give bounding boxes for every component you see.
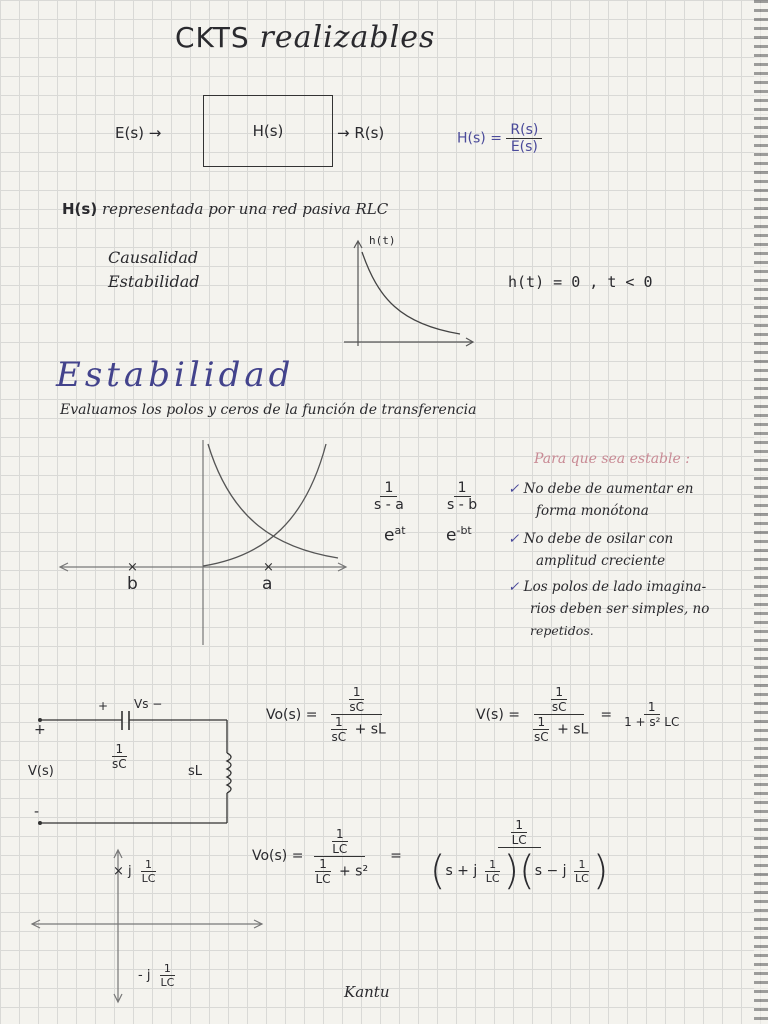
- eq1-den-a-den: sC: [331, 730, 347, 744]
- lower-pole-prefix: - j: [138, 968, 151, 983]
- frac2-den: s - b: [447, 497, 478, 513]
- estabilidad-heading: Estabilidad: [56, 355, 295, 395]
- eq3-f1-den: LC: [485, 871, 500, 885]
- source-label: V(s): [28, 764, 54, 779]
- rules-list: [508, 478, 709, 642]
- estabilidad-subtitle: Evaluamos los polos y ceros de la función de transferencia: [60, 402, 477, 418]
- pole-a-marker: ×: [263, 560, 274, 575]
- eq1-den-b: + sL: [354, 721, 386, 738]
- inductor-label: sL: [188, 764, 203, 779]
- rule-3: [508, 576, 709, 598]
- block-input: E(s) →: [115, 124, 162, 142]
- eq3-f2-den: LC: [575, 871, 589, 885]
- eq3-r-num-num: 1: [511, 818, 527, 833]
- cap-minus: −: [152, 697, 163, 711]
- eq3-r-den: (s + j $\frac{1}{LC}$ )(s − j $\frac{1}{LC}$ ): [429, 848, 609, 894]
- transfer-box-label: H(s): [252, 122, 284, 140]
- eq3-den-b: + s²: [339, 863, 369, 879]
- exp2-sup: -bt: [456, 524, 472, 537]
- rule-2-cont: amplitud creciente: [536, 553, 666, 569]
- eq2-lhs: V(s) =: [476, 706, 520, 723]
- eq2-den-b: + sL: [557, 721, 589, 738]
- rule-1-text: No debe de aumentar en: [523, 481, 694, 497]
- frac1-den: s - a: [374, 497, 404, 513]
- eq3-lhs: Vo(s) =: [252, 848, 304, 864]
- rule-2: [508, 528, 709, 550]
- exp1-sup: at: [394, 524, 406, 537]
- eq3-factor1: s + j: [445, 863, 478, 879]
- equation-vo: [266, 685, 390, 744]
- check-icon: ✓: [508, 481, 520, 497]
- rule-1-cont: forma monótona: [536, 503, 649, 519]
- eq3-den-a-num: 1: [315, 857, 331, 872]
- rule-1: [508, 478, 709, 500]
- pole-b-label: b: [127, 574, 138, 594]
- eq2-den: [526, 715, 592, 744]
- title-prefix: CKTS: [175, 21, 250, 54]
- upper-pole-prefix: × j: [113, 864, 132, 879]
- eq3-den: [307, 857, 372, 886]
- frac2-num: 1: [454, 480, 471, 497]
- signature: Kantu: [344, 983, 390, 1001]
- upper-pole-den: LC: [141, 872, 156, 885]
- eq2-num-den: sC: [551, 700, 567, 714]
- cap-impedance: [108, 742, 131, 771]
- eq2-fraction: [526, 685, 592, 744]
- causalidad-label: Causalidad: [108, 248, 199, 267]
- upper-pole-num: 1: [141, 858, 156, 872]
- page-title: [175, 20, 435, 55]
- check-icon: ✓: [508, 579, 520, 595]
- eq1-lhs: Vo(s) =: [266, 706, 318, 723]
- rule-3-text: Los polos de lado imagina-: [523, 579, 707, 595]
- eq3-num-num: 1: [332, 827, 348, 842]
- frac1-num: 1: [380, 480, 397, 497]
- cap-imp-den: sC: [112, 757, 127, 771]
- eq3-equals: =: [390, 848, 402, 864]
- eq3-r-num: [498, 818, 541, 848]
- exp-2: [446, 524, 472, 546]
- eq3-f2-num: 1: [574, 858, 589, 872]
- cap-voltage-label: Vs: [134, 697, 149, 711]
- exp2-base: e: [446, 525, 457, 546]
- block-output: → R(s): [337, 124, 385, 142]
- ht-axis-label: h(t): [369, 234, 396, 247]
- check-icon: ✓: [508, 531, 520, 547]
- fraction-2: [443, 480, 481, 513]
- rule-2-text: No debe de osilar con: [523, 531, 674, 547]
- eq2-result: [620, 700, 683, 729]
- rule-3-cont2: repetidos.: [530, 623, 594, 638]
- cap-imp-num: 1: [112, 742, 128, 757]
- eq3-den-a-den: LC: [315, 871, 331, 886]
- rlc-statement: [62, 200, 388, 218]
- eq3-result: [420, 818, 619, 894]
- eq3-f1-num: 1: [485, 858, 500, 872]
- tf-num: R(s): [506, 122, 542, 139]
- pole-b-marker: ×: [127, 560, 138, 575]
- causal-condition: h(t) = 0 , t < 0: [508, 273, 653, 291]
- exp1-base: e: [384, 525, 395, 546]
- eq3-num-den: LC: [332, 841, 348, 856]
- equation-v: [476, 685, 683, 744]
- title-script: realizables: [259, 20, 436, 55]
- impulse-response-plot: [340, 238, 480, 350]
- exp-1: [384, 524, 406, 546]
- equation-vo-factored: [252, 818, 618, 894]
- terminal-bottom: [38, 821, 42, 825]
- estabilidad-label: Estabilidad: [108, 272, 200, 291]
- tf-lhs: H(s) =: [457, 130, 502, 147]
- transfer-box: [203, 95, 333, 167]
- eq2-r-den: 1 + s² LC: [624, 715, 680, 729]
- eq2-den-a-num: 1: [533, 715, 549, 730]
- inductor-coil: [227, 753, 231, 793]
- lower-pole: [138, 962, 178, 989]
- eq1-fraction: [323, 685, 389, 744]
- eq2-equals: =: [600, 706, 613, 723]
- rlc-text: representada por una red pasiva RLC: [101, 200, 389, 218]
- poles-plot: [56, 440, 356, 645]
- eq2-num: [534, 685, 585, 715]
- source-plus: +: [34, 722, 46, 738]
- eq3-fraction: [307, 827, 372, 886]
- upper-pole: [113, 858, 159, 885]
- binder-rings: [754, 0, 768, 1024]
- lc-circuit: [30, 708, 240, 828]
- eq2-r-num: 1: [644, 700, 660, 715]
- pole-a-label: a: [262, 574, 273, 594]
- eq1-num-den: sC: [349, 700, 364, 714]
- ht-decay-curve: [362, 252, 460, 334]
- decay-curve: [208, 444, 338, 558]
- eq3-r-num-den: LC: [511, 833, 527, 847]
- eq1-num-num: 1: [349, 685, 365, 700]
- tf-fraction: [506, 122, 542, 155]
- lower-pole-den: LC: [160, 976, 175, 989]
- lower-pole-num: 1: [160, 962, 175, 976]
- eq3-num: [314, 827, 365, 857]
- source-minus: -: [34, 804, 40, 820]
- tf-den: E(s): [510, 139, 538, 155]
- fraction-1: [370, 480, 408, 513]
- rules-title: Para que sea estable :: [534, 451, 690, 467]
- cap-plus: +: [98, 699, 109, 713]
- transfer-formula: [457, 122, 542, 155]
- growth-curve: [203, 444, 326, 566]
- cap-voltage: [134, 697, 162, 711]
- eq2-den-a-den: sC: [533, 730, 549, 744]
- eq1-num: [331, 685, 382, 715]
- rlc-hs: H(s): [62, 200, 98, 218]
- eq3-factor2: s − j: [534, 863, 567, 879]
- eq2-num-num: 1: [551, 685, 567, 700]
- rule-3-cont: rios deben ser simples, no: [530, 601, 710, 617]
- eq1-den: [323, 715, 389, 744]
- eq1-den-a-num: 1: [331, 715, 347, 730]
